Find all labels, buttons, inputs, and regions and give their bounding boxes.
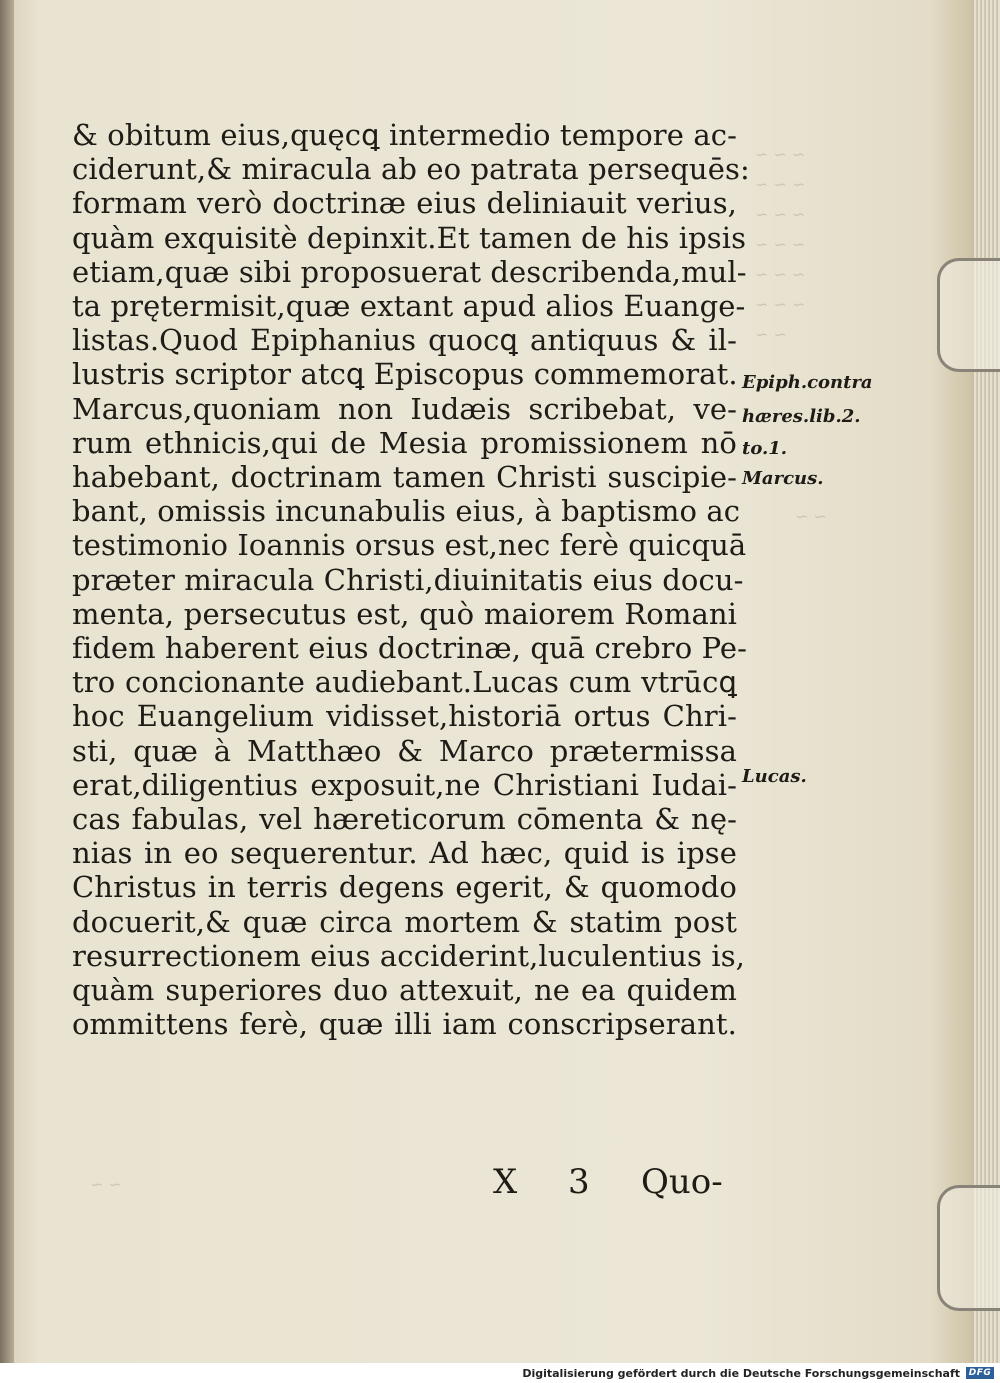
footer-bar: [0, 1363, 1000, 1383]
funding-credit: Digitalisierung gefördert durch die Deutsche Forschungsgemeinschaft: [522, 1367, 960, 1380]
signature-number: 3: [568, 1162, 590, 1202]
page-clip-bottom: [937, 1185, 1000, 1311]
text-line: fidem haberent eius doctrinæ, quā crebro Pe-: [72, 631, 748, 666]
text-line: lustris scriptor atcꝗ Episcopus commemorat.: [72, 357, 738, 392]
page-fore-edge: [974, 0, 1000, 1363]
main-text: [72, 118, 750, 1042]
page-clip-top: [937, 258, 1000, 372]
margin-note-epiphanius: Epiph.contra: [742, 372, 873, 393]
text-line: Christus in terris degens egerit, & quomodo: [72, 870, 737, 905]
book-gutter: [0, 0, 14, 1363]
text-line: cas fabulas, vel hæreticorum cōmenta & nę-: [72, 802, 737, 837]
text-line: præter miracula Christi,diuinitatis eius docu-: [72, 562, 744, 597]
show-through-text-top: ~ ~ ~ ~ ~ ~ ~ ~ ~ ~ ~ ~ ~ ~ ~ ~ ~ ~ ~ ~: [755, 145, 806, 344]
text-line: ta prętermisit,quæ extant apud alios Euange-: [72, 289, 746, 324]
text-line: rum ethnicis,qui de Mesia promissionem nō: [72, 425, 737, 460]
signature-mark: X: [493, 1162, 518, 1202]
margin-note-lucas: Lucas.: [742, 766, 807, 787]
text-line: habebant, doctrinam tamen Christi suscipie-: [72, 460, 737, 495]
text-line: quàm superiores duo attexuit, ne ea quidem: [72, 973, 737, 1008]
text-line: bant, omissis incunabulis eius, à baptismo ac: [72, 494, 741, 529]
text-line: nias in eo sequerentur. Ad hæc, quid is ipse: [72, 836, 737, 871]
text-line: formam verò doctrinæ eius deliniauit verius,: [72, 186, 737, 221]
text-line: resurrectionem eius acciderint,luculentius is,: [72, 938, 746, 973]
catchword: Quo-: [641, 1162, 723, 1202]
text-line: menta, persecutus est, quò maiorem Romani: [72, 596, 737, 631]
text-line: ommittens ferè, quæ illi iam conscripserant.: [72, 1007, 737, 1042]
text-line: tro concionante audiebant.Lucas cum vtrūcꝗ: [72, 665, 737, 700]
text-line: docuerit,& quæ circa mortem & statim post: [72, 904, 737, 939]
text-line: listas.Quod Epiphanius quocꝗ antiquus & il-: [72, 323, 737, 358]
margin-note-epiphanius-ref: hæres.lib.2.: [742, 406, 861, 427]
text-line: quàm exquisitè depinxit.Et tamen de his ipsis: [72, 220, 747, 255]
text-line: ciderunt,& miracula ab eo patrata persequēs:: [72, 152, 750, 187]
margin-note-marcus: Marcus.: [742, 468, 824, 489]
text-line: hoc Euangelium vidisset,historiā ortus Chri-: [72, 699, 737, 734]
margin-note-epiphanius-tome: to.1.: [742, 438, 788, 459]
text-line: etiam,quæ sibi proposuerat describenda,mul-: [72, 254, 747, 289]
dfg-logo: DFG: [966, 1367, 994, 1379]
text-line: sti, quæ à Matthæo & Marco prætermissa: [72, 733, 737, 768]
text-line: Marcus,quoniam non Iudæis scribebat, ve-: [72, 391, 737, 426]
show-through-text-bottom: ~ ~: [90, 1175, 122, 1194]
text-line: testimonio Ioannis orsus est,nec ferè quicquā: [72, 528, 747, 563]
text-line: erat,diligentius exposuit,ne Christiani Iudai-: [72, 767, 737, 802]
text-line: & obitum eius,quęcꝗ intermedio tempore ac-: [72, 118, 737, 152]
show-through-text-mid: ~ ~: [795, 507, 827, 526]
